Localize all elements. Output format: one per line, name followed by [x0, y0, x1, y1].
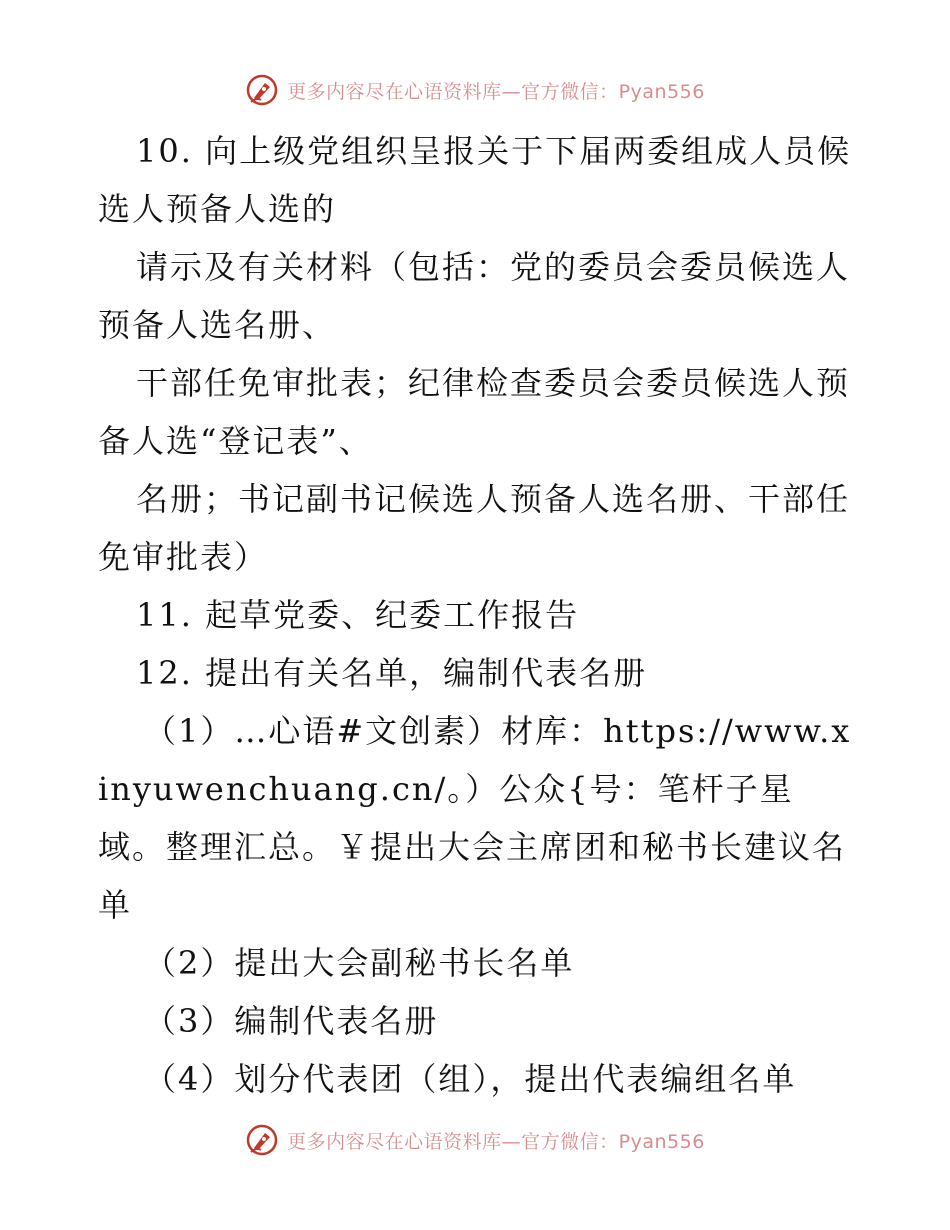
footer-watermark-text: 更多内容尽在心语资料库—官方微信：Pyan556 [287, 1130, 705, 1153]
paragraph-approval-forms: 干部任免审批表；纪律检查委员会委员候选人预备人选“登记表”、 [98, 364, 851, 460]
paragraph-subitem-2: （2）提出大会副秘书长名单 [144, 944, 575, 982]
header-watermark-banner [0, 70, 950, 110]
paragraph-item-12: 12. 提出有关名单，编制代表名册 [136, 654, 648, 692]
paragraph-item-10: 10. 向上级党组织呈报关于下届两委组成人员候选人预备人选的 [98, 132, 852, 228]
pen-nib-logo-icon [245, 73, 279, 107]
paragraph-roster: 名册；书记副书记候选人预备人选名册、干部任免审批表） [98, 480, 851, 576]
footer-watermark-banner [0, 1120, 950, 1160]
header-watermark-text: 更多内容尽在心语资料库—官方微信：Pyan556 [287, 80, 705, 103]
paragraph-subitem-3: （3）编制代表名册 [144, 1002, 439, 1040]
document-body [0, 122, 950, 1108]
pen-nib-logo-icon [245, 1123, 279, 1157]
paragraph-materials: 请示及有关材料（包括：党的委员会委员候选人预备人选名册、 [98, 248, 851, 344]
paragraph-subitem-4: （4）划分代表团（组），提出代表编组名单 [144, 1060, 797, 1098]
paragraph-subitem-1: （1）…心语#文创素）材库：https://www.xinyuwenchuang.cn/。）公众{号：笔杆子星域。整理汇总。￥提出大会主席团和秘书长建议名单 [98, 712, 852, 924]
paragraph-item-11: 11. 起草党委、纪委工作报告 [136, 596, 580, 634]
